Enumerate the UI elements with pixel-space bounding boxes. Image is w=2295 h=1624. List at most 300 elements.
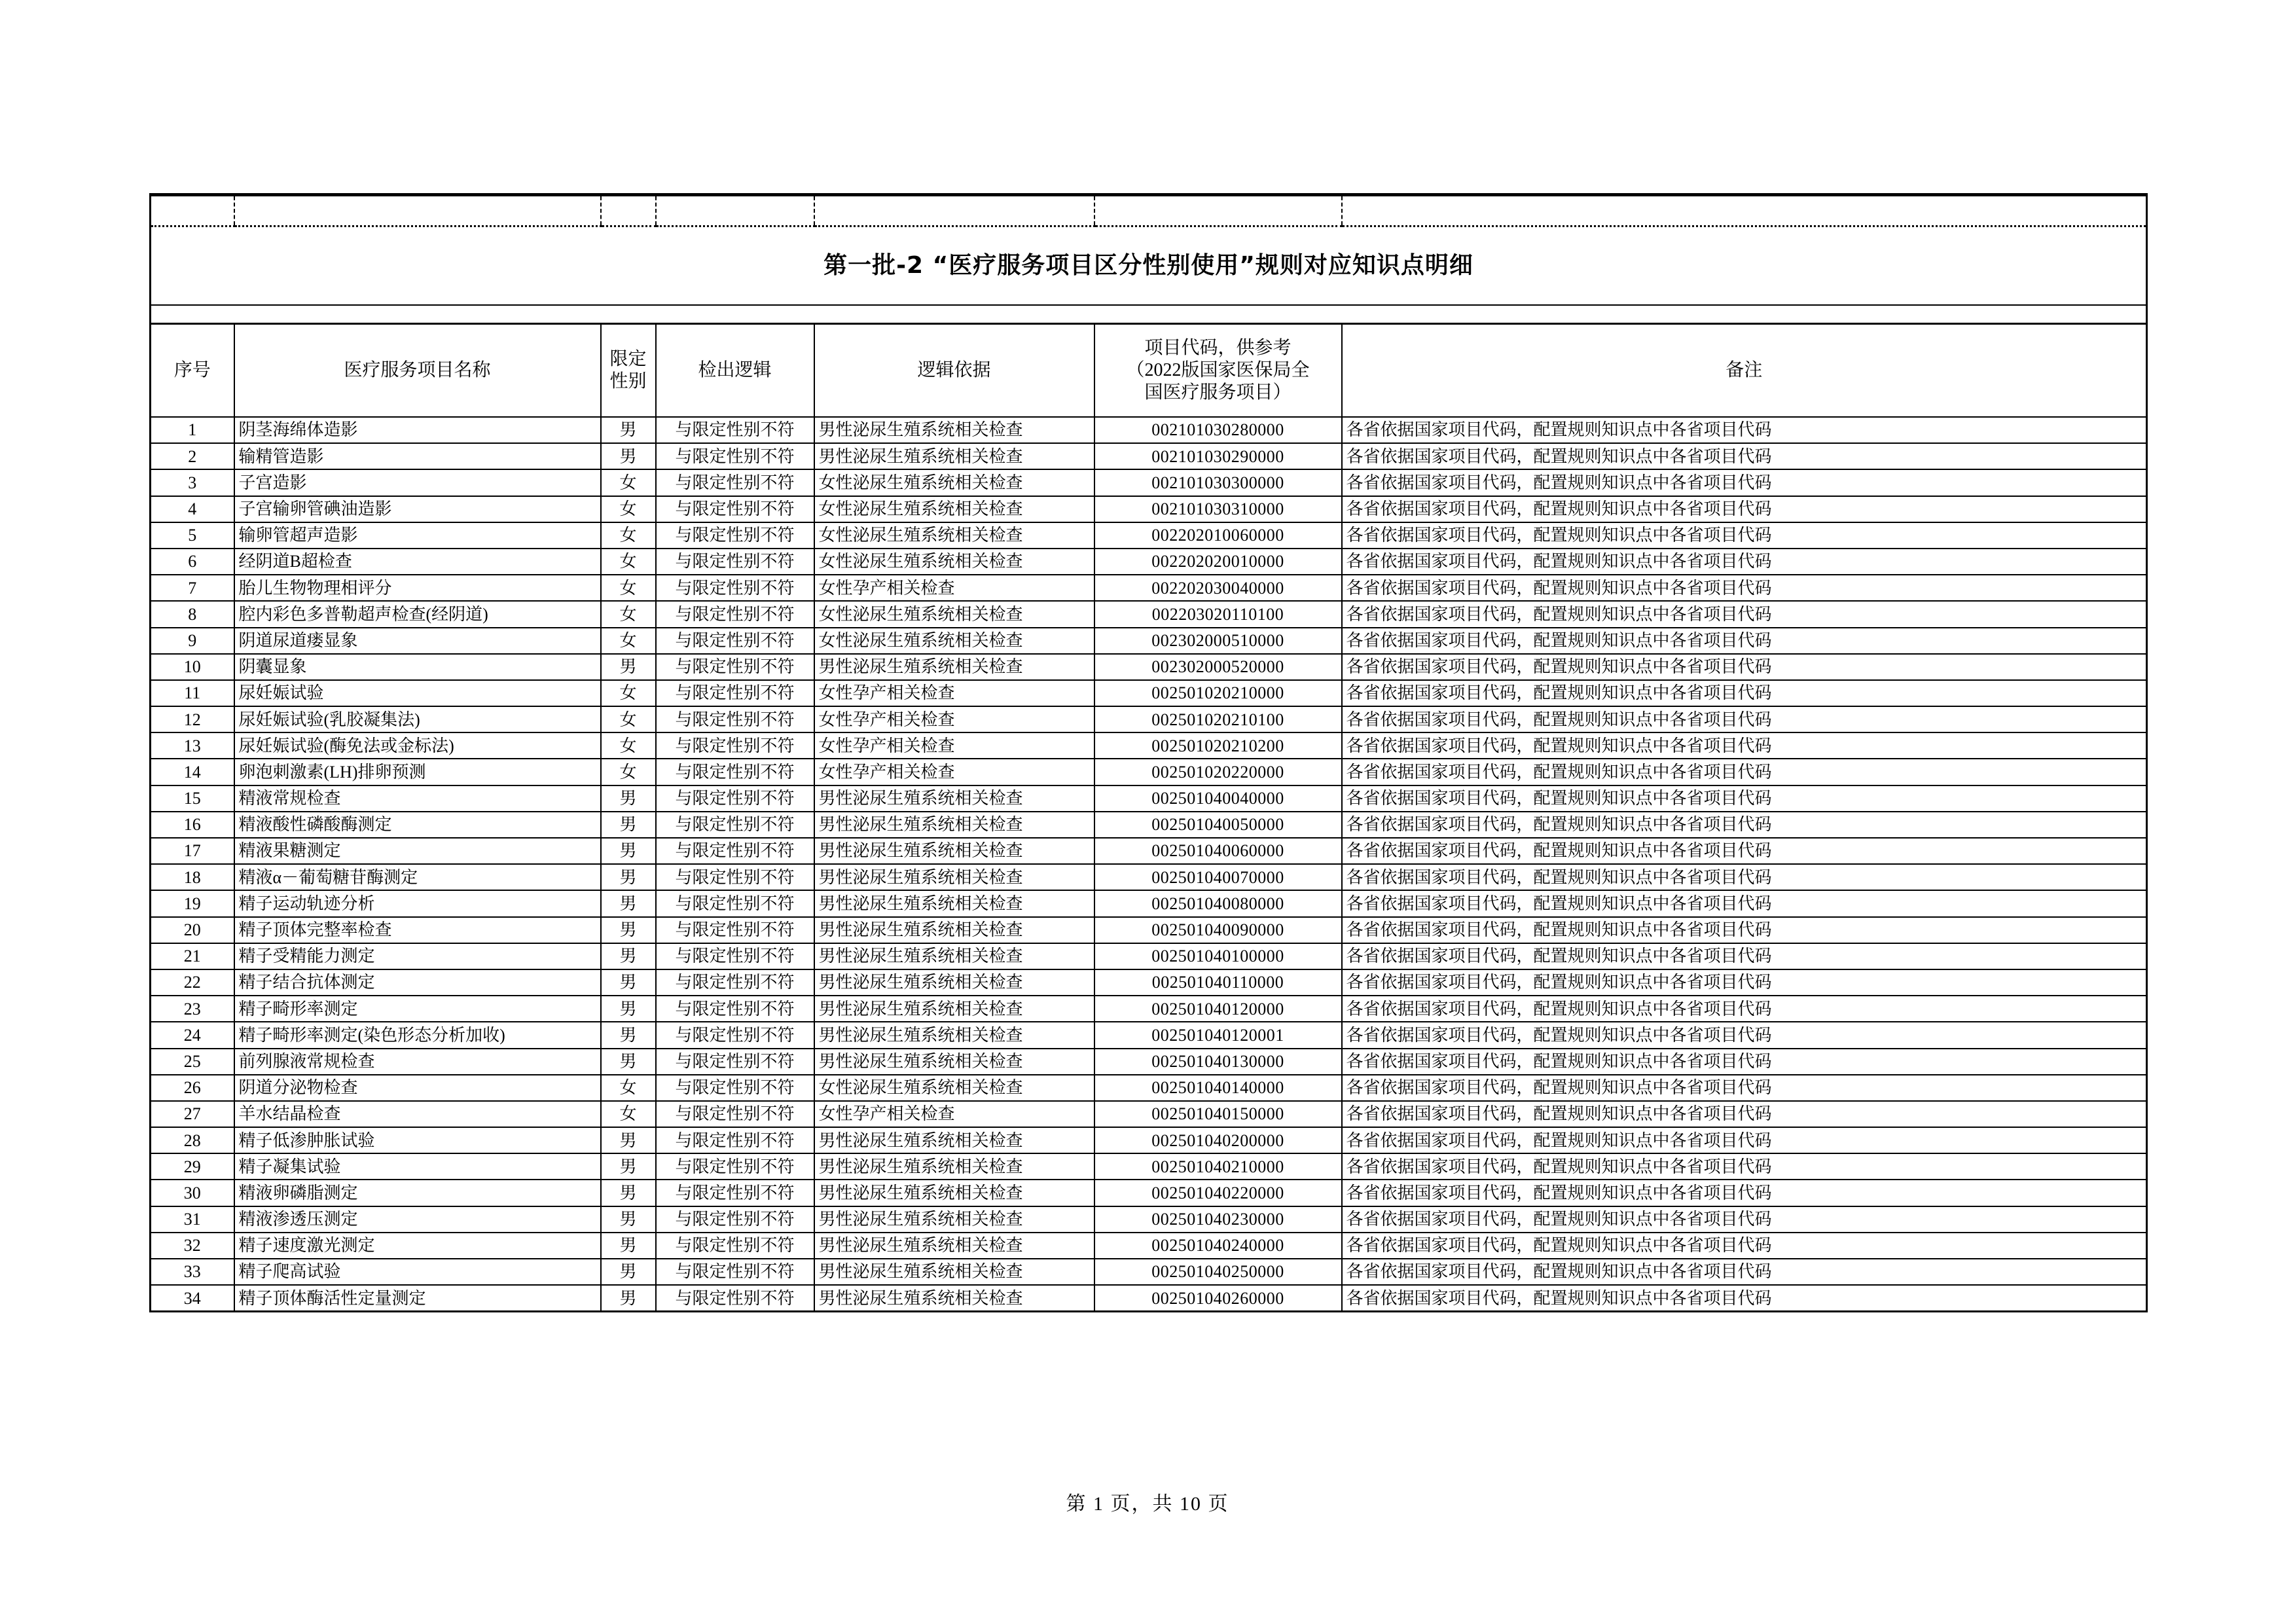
cell-sex: 女 [601,759,656,785]
cell-index: 16 [151,812,234,838]
cell-basis: 女性孕产相关检查 [814,706,1094,732]
table-row[interactable] [151,680,2147,706]
cell-note: 各省依据国家项目代码，配置规则知识点中各省项目代码 [1342,522,2147,549]
column-header-sex-line1: 限定 [609,348,647,369]
cell-code: 002501020220000 [1094,759,1342,785]
cell-logic: 与限定性别不符 [656,1022,814,1048]
cell-index: 12 [151,706,234,732]
table-row[interactable] [151,890,2147,916]
cell-code: 002202020010000 [1094,549,1342,575]
cell-index: 29 [151,1153,234,1180]
table-row[interactable] [151,969,2147,996]
column-header-code-line1: 项目代码，供参考 [1144,337,1292,358]
cell-sex: 女 [601,628,656,654]
cell-basis: 男性泌尿生殖系统相关检查 [814,785,1094,812]
cell-basis: 男性泌尿生殖系统相关检查 [814,1049,1094,1075]
column-header-code [1094,324,1342,418]
table-row[interactable] [151,785,2147,812]
cell-sex: 男 [601,1233,656,1259]
cell-basis: 男性泌尿生殖系统相关检查 [814,654,1094,680]
cell-index: 3 [151,469,234,496]
table-row[interactable] [151,1233,2147,1259]
cell-sex: 男 [601,1180,656,1206]
cell-sex: 男 [601,443,656,469]
cell-logic: 与限定性别不符 [656,1075,814,1101]
table-row[interactable] [151,812,2147,838]
cell-name: 精子结合抗体测定 [234,969,601,996]
knowledge-point-table [149,193,2148,1312]
cell-index: 19 [151,890,234,916]
table-row[interactable] [151,575,2147,601]
cell-sex: 女 [601,1075,656,1101]
cell-index: 34 [151,1285,234,1312]
cell-logic: 与限定性别不符 [656,812,814,838]
cell-name: 精液α－葡萄糖苷酶测定 [234,864,601,890]
cell-sex: 男 [601,969,656,996]
cell-note: 各省依据国家项目代码，配置规则知识点中各省项目代码 [1342,601,2147,627]
guide-cell-basis [814,195,1094,226]
table-row[interactable] [151,1022,2147,1048]
cell-basis: 男性泌尿生殖系统相关检查 [814,1233,1094,1259]
cell-sex: 男 [601,1285,656,1312]
cell-index: 24 [151,1022,234,1048]
cell-note: 各省依据国家项目代码，配置规则知识点中各省项目代码 [1342,417,2147,443]
table-row[interactable] [151,417,2147,443]
cell-basis: 女性孕产相关检查 [814,680,1094,706]
spreadsheet-sheet [149,193,2146,1312]
cell-name: 精子顶体酶活性定量测定 [234,1285,601,1312]
cell-code: 002501040250000 [1094,1259,1342,1285]
cell-note: 各省依据国家项目代码，配置规则知识点中各省项目代码 [1342,1285,2147,1312]
cell-index: 23 [151,996,234,1022]
cell-name: 精液渗透压测定 [234,1206,601,1233]
cell-index: 6 [151,549,234,575]
cell-code: 002501040040000 [1094,785,1342,812]
cell-logic: 与限定性别不符 [656,443,814,469]
table-row[interactable] [151,1127,2147,1153]
cell-sex: 男 [601,864,656,890]
cell-basis: 女性泌尿生殖系统相关检查 [814,522,1094,549]
cell-name: 子宫输卵管碘油造影 [234,496,601,522]
cell-index: 11 [151,680,234,706]
cell-name: 前列腺液常规检查 [234,1049,601,1075]
cell-basis: 女性泌尿生殖系统相关检查 [814,1075,1094,1101]
table-row[interactable] [151,1101,2147,1127]
cell-code: 002501040260000 [1094,1285,1342,1312]
cell-logic: 与限定性别不符 [656,549,814,575]
cell-note: 各省依据国家项目代码，配置规则知识点中各省项目代码 [1342,469,2147,496]
cell-name: 精子凝集试验 [234,1153,601,1180]
cell-index: 20 [151,917,234,943]
cell-sex: 男 [601,785,656,812]
cell-sex: 男 [601,996,656,1022]
cell-name: 精子受精能力测定 [234,943,601,969]
guide-cell-code [1094,195,1342,226]
cell-basis: 男性泌尿生殖系统相关检查 [814,890,1094,916]
title-row [151,226,2147,306]
cell-note: 各省依据国家项目代码，配置规则知识点中各省项目代码 [1342,969,2147,996]
cell-name: 阴道分泌物检查 [234,1075,601,1101]
column-header-code-line3: 国医疗服务项目） [1144,382,1292,403]
cell-basis: 男性泌尿生殖系统相关检查 [814,917,1094,943]
cell-note: 各省依据国家项目代码，配置规则知识点中各省项目代码 [1342,1180,2147,1206]
cell-logic: 与限定性别不符 [656,628,814,654]
column-header-note: 备注 [1342,324,2147,418]
cell-code: 002501020210000 [1094,680,1342,706]
cell-logic: 与限定性别不符 [656,469,814,496]
cell-sex: 男 [601,1127,656,1153]
cell-sex: 男 [601,1049,656,1075]
cell-sex: 男 [601,890,656,916]
cell-note: 各省依据国家项目代码，配置规则知识点中各省项目代码 [1342,785,2147,812]
table-row[interactable] [151,1049,2147,1075]
cell-note: 各省依据国家项目代码，配置规则知识点中各省项目代码 [1342,1022,2147,1048]
cell-note: 各省依据国家项目代码，配置规则知识点中各省项目代码 [1342,996,2147,1022]
cell-logic: 与限定性别不符 [656,996,814,1022]
cell-note: 各省依据国家项目代码，配置规则知识点中各省项目代码 [1342,443,2147,469]
cell-logic: 与限定性别不符 [656,943,814,969]
cell-logic: 与限定性别不符 [656,601,814,627]
cell-code: 002501040080000 [1094,890,1342,916]
cell-basis: 女性孕产相关检查 [814,575,1094,601]
cell-name: 尿妊娠试验 [234,680,601,706]
cell-index: 9 [151,628,234,654]
table-row[interactable] [151,601,2147,627]
cell-index: 17 [151,838,234,864]
cell-index: 33 [151,1259,234,1285]
cell-name: 阴茎海绵体造影 [234,417,601,443]
table-row[interactable] [151,864,2147,890]
cell-note: 各省依据国家项目代码，配置规则知识点中各省项目代码 [1342,575,2147,601]
cell-code: 002203020110100 [1094,601,1342,627]
cell-sex: 男 [601,1206,656,1233]
column-guide-row [151,195,2147,226]
cell-logic: 与限定性别不符 [656,759,814,785]
cell-note: 各省依据国家项目代码，配置规则知识点中各省项目代码 [1342,1206,2147,1233]
cell-sex: 男 [601,812,656,838]
cell-basis: 男性泌尿生殖系统相关检查 [814,417,1094,443]
cell-code: 002101030310000 [1094,496,1342,522]
cell-index: 14 [151,759,234,785]
cell-basis: 女性孕产相关检查 [814,759,1094,785]
cell-note: 各省依据国家项目代码，配置规则知识点中各省项目代码 [1342,917,2147,943]
cell-code: 002101030300000 [1094,469,1342,496]
cell-sex: 男 [601,943,656,969]
cell-sex: 男 [601,917,656,943]
cell-name: 子宫造影 [234,469,601,496]
guide-cell-index [151,195,234,226]
cell-basis: 男性泌尿生殖系统相关检查 [814,1153,1094,1180]
cell-sex: 女 [601,469,656,496]
cell-code: 002501040060000 [1094,838,1342,864]
cell-name: 精子畸形率测定(染色形态分析加收) [234,1022,601,1048]
cell-name: 精子顶体完整率检查 [234,917,601,943]
cell-basis: 女性泌尿生殖系统相关检查 [814,469,1094,496]
cell-note: 各省依据国家项目代码，配置规则知识点中各省项目代码 [1342,654,2147,680]
cell-logic: 与限定性别不符 [656,1259,814,1285]
cell-code: 002501040110000 [1094,969,1342,996]
cell-logic: 与限定性别不符 [656,654,814,680]
cell-basis: 男性泌尿生殖系统相关检查 [814,1127,1094,1153]
title-spacer-cell [151,305,2147,324]
cell-code: 002501040140000 [1094,1075,1342,1101]
cell-note: 各省依据国家项目代码，配置规则知识点中各省项目代码 [1342,496,2147,522]
cell-logic: 与限定性别不符 [656,1127,814,1153]
table-row[interactable] [151,706,2147,732]
table-row[interactable] [151,443,2147,469]
title-spacer-row [151,305,2147,324]
cell-code: 002501040230000 [1094,1206,1342,1233]
cell-basis: 女性孕产相关检查 [814,732,1094,759]
cell-logic: 与限定性别不符 [656,1285,814,1312]
cell-sex: 女 [601,680,656,706]
table-header-row [151,324,2147,418]
cell-basis: 男性泌尿生殖系统相关检查 [814,996,1094,1022]
cell-logic: 与限定性别不符 [656,680,814,706]
cell-logic: 与限定性别不符 [656,1101,814,1127]
column-header-index: 序号 [151,324,234,418]
cell-code: 002101030290000 [1094,443,1342,469]
table-row[interactable] [151,549,2147,575]
cell-code: 002202030040000 [1094,575,1342,601]
cell-logic: 与限定性别不符 [656,496,814,522]
cell-basis: 男性泌尿生殖系统相关检查 [814,864,1094,890]
page-title: 第一批-2 “医疗服务项目区分性别使用”规则对应知识点明细 [823,252,1473,280]
cell-name: 精液常规检查 [234,785,601,812]
table-row[interactable] [151,1206,2147,1233]
table-row[interactable] [151,1075,2147,1101]
cell-index: 15 [151,785,234,812]
cell-code: 002501040070000 [1094,864,1342,890]
cell-note: 各省依据国家项目代码，配置规则知识点中各省项目代码 [1342,812,2147,838]
cell-basis: 男性泌尿生殖系统相关检查 [814,443,1094,469]
cell-code: 002501020210200 [1094,732,1342,759]
cell-code: 002302000510000 [1094,628,1342,654]
cell-name: 卵泡刺激素(LH)排卵预测 [234,759,601,785]
cell-index: 1 [151,417,234,443]
page-title-cell [151,226,2147,306]
cell-logic: 与限定性别不符 [656,785,814,812]
column-header-sex-line2: 性别 [609,371,647,391]
guide-cell-sex [601,195,656,226]
cell-index: 4 [151,496,234,522]
cell-name: 尿妊娠试验(酶免法或金标法) [234,732,601,759]
cell-logic: 与限定性别不符 [656,575,814,601]
table-row[interactable] [151,469,2147,496]
cell-index: 18 [151,864,234,890]
cell-logic: 与限定性别不符 [656,417,814,443]
cell-index: 5 [151,522,234,549]
cell-basis: 男性泌尿生殖系统相关检查 [814,943,1094,969]
guide-cell-logic [656,195,814,226]
cell-sex: 女 [601,732,656,759]
cell-name: 胎儿生物物理相评分 [234,575,601,601]
cell-note: 各省依据国家项目代码，配置规则知识点中各省项目代码 [1342,864,2147,890]
table-row[interactable] [151,1259,2147,1285]
cell-code: 002202010060000 [1094,522,1342,549]
cell-basis: 男性泌尿生殖系统相关检查 [814,812,1094,838]
cell-note: 各省依据国家项目代码，配置规则知识点中各省项目代码 [1342,549,2147,575]
table-row[interactable] [151,759,2147,785]
cell-logic: 与限定性别不符 [656,890,814,916]
cell-name: 精子爬高试验 [234,1259,601,1285]
guide-cell-note [1342,195,2147,226]
cell-logic: 与限定性别不符 [656,1180,814,1206]
cell-code: 002501040210000 [1094,1153,1342,1180]
cell-name: 输卵管超声造影 [234,522,601,549]
cell-sex: 女 [601,1101,656,1127]
cell-index: 28 [151,1127,234,1153]
table-row[interactable] [151,917,2147,943]
page-footer: 第 1 页，共 10 页 [1066,1493,1229,1515]
cell-name: 羊水结晶检查 [234,1101,601,1127]
cell-sex: 男 [601,1022,656,1048]
cell-note: 各省依据国家项目代码，配置规则知识点中各省项目代码 [1342,1075,2147,1101]
cell-sex: 男 [601,417,656,443]
cell-code: 002501040090000 [1094,917,1342,943]
table-row[interactable] [151,522,2147,549]
table-row[interactable] [151,628,2147,654]
cell-name: 尿妊娠试验(乳胶凝集法) [234,706,601,732]
cell-name: 输精管造影 [234,443,601,469]
cell-logic: 与限定性别不符 [656,1049,814,1075]
table-row[interactable] [151,496,2147,522]
cell-note: 各省依据国家项目代码，配置规则知识点中各省项目代码 [1342,1049,2147,1075]
cell-name: 精液卵磷脂测定 [234,1180,601,1206]
cell-basis: 男性泌尿生殖系统相关检查 [814,1259,1094,1285]
cell-sex: 女 [601,601,656,627]
cell-name: 经阴道B超检查 [234,549,601,575]
cell-basis: 女性孕产相关检查 [814,1101,1094,1127]
cell-index: 2 [151,443,234,469]
cell-logic: 与限定性别不符 [656,864,814,890]
cell-note: 各省依据国家项目代码，配置规则知识点中各省项目代码 [1342,838,2147,864]
cell-sex: 男 [601,1259,656,1285]
table-row[interactable] [151,943,2147,969]
column-header-logic: 检出逻辑 [656,324,814,418]
cell-sex: 女 [601,549,656,575]
table-row[interactable] [151,1285,2147,1312]
cell-note: 各省依据国家项目代码，配置规则知识点中各省项目代码 [1342,759,2147,785]
cell-code: 002501040100000 [1094,943,1342,969]
table-row[interactable] [151,1180,2147,1206]
cell-basis: 男性泌尿生殖系统相关检查 [814,1285,1094,1312]
cell-index: 13 [151,732,234,759]
cell-code: 002302000520000 [1094,654,1342,680]
column-header-code-line2: （2022版国家医保局全 [1126,359,1310,380]
cell-basis: 男性泌尿生殖系统相关检查 [814,1022,1094,1048]
cell-code: 002501040200000 [1094,1127,1342,1153]
cell-name: 精子低渗肿胀试验 [234,1127,601,1153]
cell-sex: 女 [601,575,656,601]
cell-note: 各省依据国家项目代码，配置规则知识点中各省项目代码 [1342,732,2147,759]
cell-note: 各省依据国家项目代码，配置规则知识点中各省项目代码 [1342,628,2147,654]
cell-note: 各省依据国家项目代码，配置规则知识点中各省项目代码 [1342,890,2147,916]
cell-sex: 男 [601,838,656,864]
table-row[interactable] [151,732,2147,759]
cell-index: 30 [151,1180,234,1206]
cell-index: 27 [151,1101,234,1127]
cell-name: 精液酸性磷酸酶测定 [234,812,601,838]
cell-name: 精子速度激光测定 [234,1233,601,1259]
cell-logic: 与限定性别不符 [656,917,814,943]
cell-index: 26 [151,1075,234,1101]
cell-sex: 男 [601,654,656,680]
cell-basis: 女性泌尿生殖系统相关检查 [814,549,1094,575]
cell-code: 002501040120000 [1094,996,1342,1022]
cell-note: 各省依据国家项目代码，配置规则知识点中各省项目代码 [1342,1259,2147,1285]
cell-basis: 男性泌尿生殖系统相关检查 [814,969,1094,996]
cell-logic: 与限定性别不符 [656,522,814,549]
cell-note: 各省依据国家项目代码，配置规则知识点中各省项目代码 [1342,1153,2147,1180]
cell-code: 002501040150000 [1094,1101,1342,1127]
cell-note: 各省依据国家项目代码，配置规则知识点中各省项目代码 [1342,1233,2147,1259]
cell-note: 各省依据国家项目代码，配置规则知识点中各省项目代码 [1342,706,2147,732]
cell-code: 002501040050000 [1094,812,1342,838]
guide-cell-name [234,195,601,226]
cell-name: 精液果糖测定 [234,838,601,864]
cell-note: 各省依据国家项目代码，配置规则知识点中各省项目代码 [1342,1127,2147,1153]
cell-name: 精子运动轨迹分析 [234,890,601,916]
cell-basis: 男性泌尿生殖系统相关检查 [814,1180,1094,1206]
cell-logic: 与限定性别不符 [656,706,814,732]
column-header-sex [601,324,656,418]
cell-code: 002501020210100 [1094,706,1342,732]
column-header-name: 医疗服务项目名称 [234,324,601,418]
cell-logic: 与限定性别不符 [656,969,814,996]
cell-logic: 与限定性别不符 [656,1233,814,1259]
cell-code: 002501040130000 [1094,1049,1342,1075]
cell-basis: 女性泌尿生殖系统相关检查 [814,496,1094,522]
cell-index: 31 [151,1206,234,1233]
cell-basis: 女性泌尿生殖系统相关检查 [814,601,1094,627]
cell-basis: 男性泌尿生殖系统相关检查 [814,1206,1094,1233]
cell-index: 10 [151,654,234,680]
cell-index: 25 [151,1049,234,1075]
table-row[interactable] [151,654,2147,680]
cell-index: 8 [151,601,234,627]
cell-code: 002501040120001 [1094,1022,1342,1048]
cell-sex: 女 [601,522,656,549]
cell-logic: 与限定性别不符 [656,838,814,864]
cell-code: 002501040220000 [1094,1180,1342,1206]
cell-name: 腔内彩色多普勒超声检查(经阴道) [234,601,601,627]
cell-sex: 男 [601,1153,656,1180]
cell-index: 7 [151,575,234,601]
cell-basis: 女性泌尿生殖系统相关检查 [814,628,1094,654]
cell-code: 002101030280000 [1094,417,1342,443]
cell-index: 32 [151,1233,234,1259]
cell-sex: 女 [601,496,656,522]
cell-sex: 女 [601,706,656,732]
cell-name: 阴道尿道瘘显象 [234,628,601,654]
cell-logic: 与限定性别不符 [656,1206,814,1233]
cell-name: 精子畸形率测定 [234,996,601,1022]
cell-basis: 男性泌尿生殖系统相关检查 [814,838,1094,864]
cell-note: 各省依据国家项目代码，配置规则知识点中各省项目代码 [1342,1101,2147,1127]
cell-index: 22 [151,969,234,996]
table-row[interactable] [151,838,2147,864]
cell-logic: 与限定性别不符 [656,1153,814,1180]
cell-note: 各省依据国家项目代码，配置规则知识点中各省项目代码 [1342,943,2147,969]
column-header-basis: 逻辑依据 [814,324,1094,418]
table-row[interactable] [151,996,2147,1022]
cell-name: 阴囊显象 [234,654,601,680]
table-row[interactable] [151,1153,2147,1180]
cell-logic: 与限定性别不符 [656,732,814,759]
cell-code: 002501040240000 [1094,1233,1342,1259]
cell-index: 21 [151,943,234,969]
